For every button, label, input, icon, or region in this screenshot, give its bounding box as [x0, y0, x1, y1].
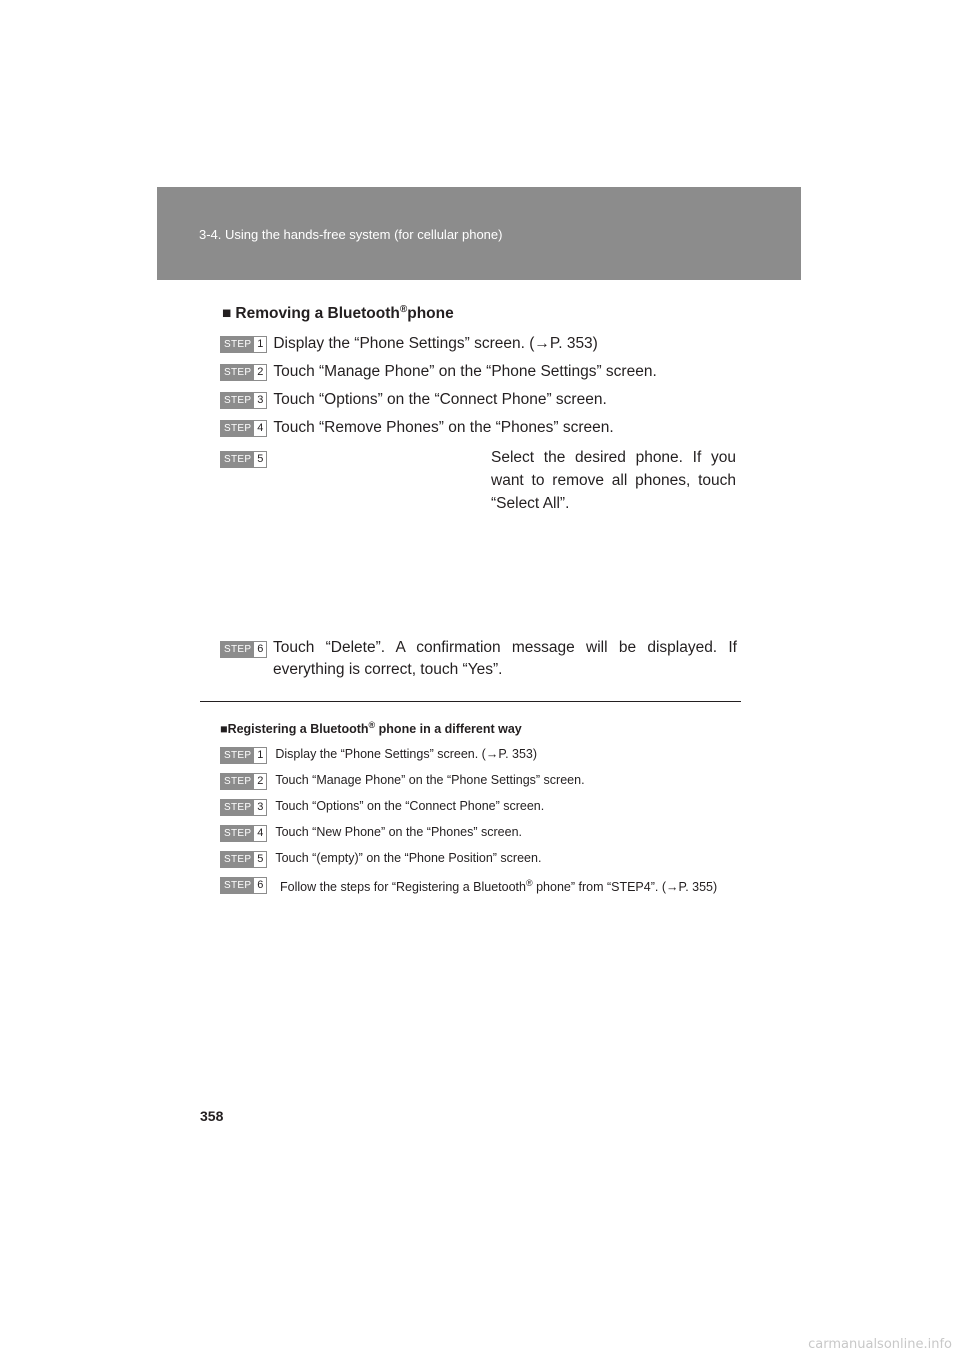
- small-step-5: [220, 851, 541, 868]
- step-text: Touch “New Phone” on the “Phones” screen.: [275, 825, 522, 839]
- step-1: [220, 336, 598, 354]
- step-badge: STEP 4: [220, 825, 267, 842]
- step-badge: STEP 1: [220, 747, 267, 764]
- step-badge: STEP 2: [220, 773, 267, 790]
- section-header-title: 3-4. Using the hands-free system (for cellular phone): [199, 227, 503, 242]
- section-divider: [200, 701, 741, 702]
- step-5: [220, 451, 267, 468]
- step-badge: STEP 5: [220, 451, 267, 468]
- step-badge: STEP 6: [220, 641, 267, 658]
- step-badge: STEP 6: [220, 877, 267, 894]
- small-step-4: [220, 825, 522, 842]
- step-text: Display the “Phone Settings” screen. (→P. 353): [273, 335, 598, 352]
- square-bullet-icon: ■: [222, 305, 232, 323]
- step-badge: STEP 2: [220, 364, 267, 381]
- step-text: Touch “Remove Phones” on the “Phones” screen.: [273, 419, 614, 436]
- page-number: 358: [200, 1108, 224, 1124]
- small-step-1: [220, 747, 537, 764]
- step-badge: STEP 3: [220, 799, 267, 816]
- step-badge: STEP 4: [220, 420, 267, 437]
- section-header-bar: [157, 187, 801, 280]
- small-step-3: [220, 799, 544, 816]
- step-badge: STEP 1: [220, 336, 267, 353]
- step-text: Touch “Options” on the “Connect Phone” screen.: [273, 391, 607, 408]
- step-3: [220, 392, 607, 410]
- small-step-6: [220, 877, 267, 894]
- section-title-removing: ■ Removing a Bluetooth®phone: [222, 304, 454, 323]
- step-5-text: Select the desired phone. If you want to remove all phones, touch “Select All”.: [491, 449, 736, 512]
- step-text: Touch “Manage Phone” on the “Phone Settings” screen.: [275, 773, 585, 787]
- step-6-text: Touch “Delete”. A confirmation message will be displayed. If everything is correct, touch “Yes”.: [273, 639, 737, 678]
- step-badge: STEP 3: [220, 392, 267, 409]
- step-text: Touch “(empty)” on the “Phone Position” screen.: [275, 851, 542, 865]
- step-2: [220, 364, 657, 382]
- step-6: [220, 641, 267, 658]
- step-badge: STEP 5: [220, 851, 267, 868]
- watermark-text[interactable]: carmanualsonline.info: [808, 1337, 952, 1352]
- section-title-registering: ■Registering a Bluetooth® phone in a different way: [220, 720, 522, 737]
- step-text: Touch “Manage Phone” on the “Phone Settings” screen.: [273, 363, 657, 380]
- step-text: Touch “Options” on the “Connect Phone” screen.: [275, 799, 545, 813]
- square-bullet-icon: ■: [220, 722, 228, 737]
- small-step-2: [220, 773, 585, 790]
- small-step-6-text: Follow the steps for “Registering a Bluetooth® phone” from “STEP4”. (→P. 355): [280, 878, 718, 895]
- step-text: Display the “Phone Settings” screen. (→P. 353): [275, 747, 538, 761]
- step-4: [220, 420, 614, 438]
